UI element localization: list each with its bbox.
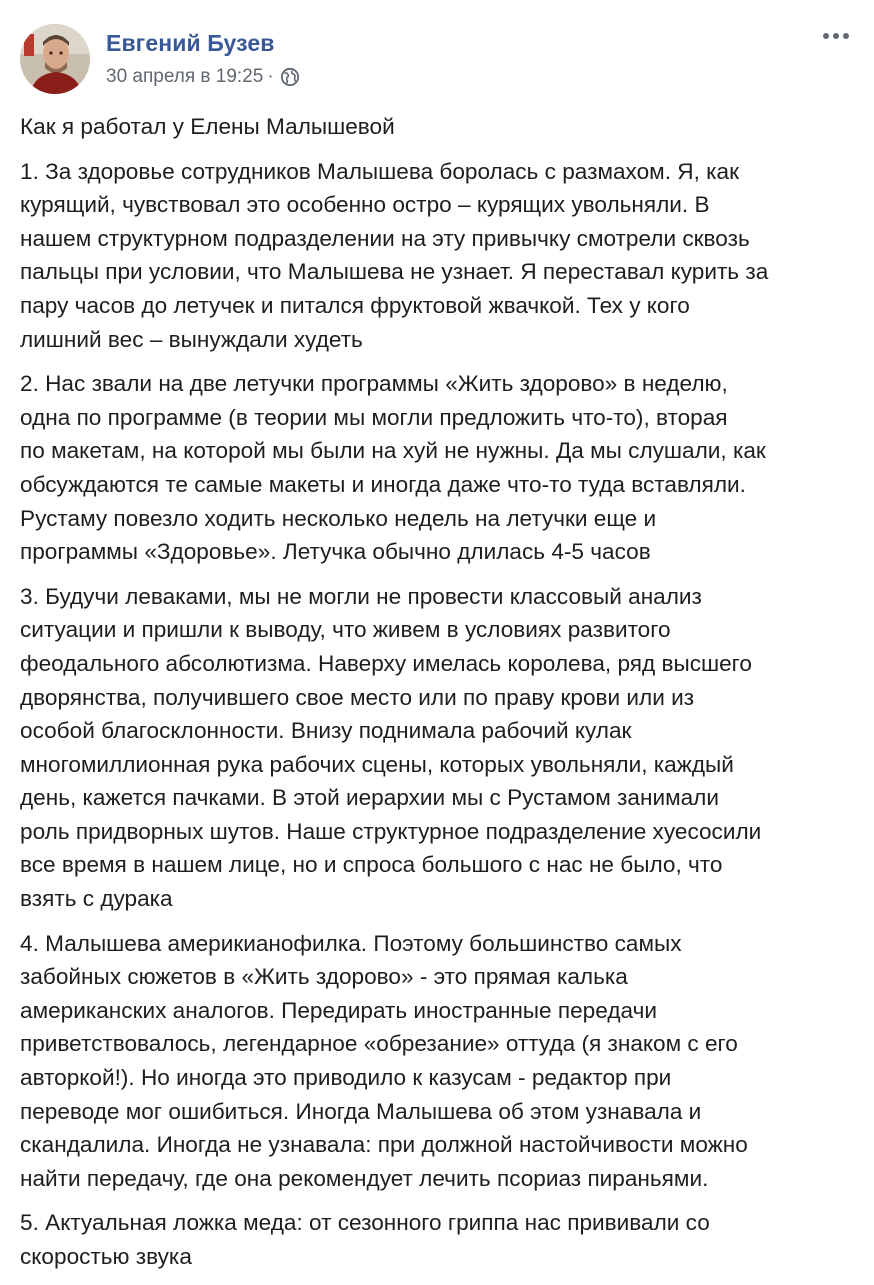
post-paragraph-3: 3. Будучи леваками, мы не могли не провести классовый анализ ситуации и пришли к выводу, что живем в условиях развитого феодального абсолютизма. Наверху имелась королева, ряд высшего дворянства, получившего свое место или по праву крови или из особой благосклонности. Внизу поднимала рабочий кулак многомиллионная рука рабочих сцены, которых увольняли, каждый день, кажется пачками. В этой иерархии мы с Рустамом занимали роль придворных шутов. Наше структурное подразделение хуесосили все время в нашем лице, но и спроса большого с нас не было, что взять с дурака: [20, 583, 762, 912]
meta-separator: ·: [267, 66, 274, 87]
dot: [833, 33, 839, 39]
post-paragraph-4: 4. Малышева америкианофилка. Поэтому большинство самых забойных сюжетов в «Жить здорово» - это прямая калька американских аналогов. Передирать иностранные передачи приветствовалось, легендарное «обрезание» оттуда (я знаком с его авторкой!). Но иногда это приводило к казусам - редактор при переводе мог ошибиться. Иногда Малышева об этом узнавала и скандалила. Иногда не узнавала: при должной настойчивости можно найти передачу, где она рекомендует лечить псориаз пираньями.: [20, 930, 748, 1191]
author-name[interactable]: Евгений Бузев: [106, 30, 275, 56]
post-paragraph-1: 1. За здоровье сотрудников Малышева боролась с размахом. Я, как курящий, чувствовал это особенно остро – курящих увольняли. В нашем структурном подразделении на эту привычку смотрели сквозь пальцы при условии, что Малышева не узнает. Я переставал курить за пару часов до летучек и питался фруктовой жвачкой. Тех у кого лишний вес – вынуждали худеть: [20, 158, 769, 352]
post-paragraph-5: 5. Актуальная ложка меда: от сезонного гриппа нас прививали со скоростью звука: [20, 1210, 710, 1269]
post-title: Как я работал у Елены Малышевой: [20, 114, 395, 139]
post-paragraph-2: 2. Нас звали на две летучки программы «Жить здорово» в неделю, одна по программе (в теории мы могли предложить что-то), вторая по макетам, на которой мы были на хуй не нужны. Да мы слушали, как обсуждаются те самые макеты и иногда даже что-то туда вставляли. Рустаму повезло ходить несколько недель на летучки еще и программы «Здоровье». Летучка обычно длилась 4-5 часов: [20, 371, 766, 565]
post-body: [20, 110, 866, 1285]
post-meta: [106, 66, 300, 88]
dot: [843, 33, 849, 39]
avatar-photo: [20, 24, 90, 94]
dot: [823, 33, 829, 39]
globe-icon[interactable]: [280, 67, 300, 87]
more-options-icon[interactable]: [818, 24, 854, 48]
author-avatar[interactable]: [20, 24, 90, 94]
post-header: [18, 20, 854, 100]
post-timestamp[interactable]: 30 апреля в 19:25: [106, 66, 264, 87]
